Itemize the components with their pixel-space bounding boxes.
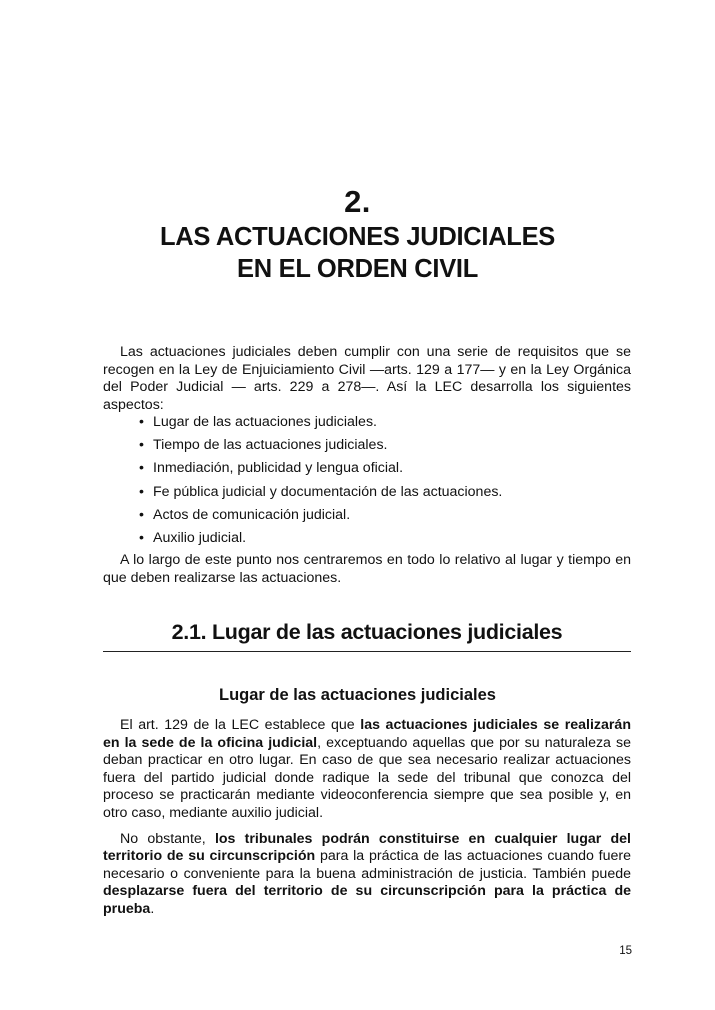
bullet-icon: •: [139, 460, 144, 477]
intro-text: Las actuaciones judiciales deben cumplir con una serie de requisitos que se recogen en la Ley de Enjuiciamiento Civil —arts. 129 a 177— y en la Ley Orgánica del Poder Judicial — arts. 229 a 278—. Así la LEC desarrolla los siguientes aspectos:: [103, 344, 631, 413]
paragraph-text: El art. 129 de la LEC establece que: [120, 717, 361, 733]
paragraph-text: , exceptuando aquellas que por su naturaleza se deban practicar en otro lugar. En caso de que sea necesario realizar actuaciones fuera del partido judicial donde radique la sede del tribunal que conozca del proceso se practicarán mediante videoconferencia siempre que sea posible y, en otro caso, mediante auxilio judicial.: [103, 734, 631, 821]
list-item: [139, 507, 502, 530]
list-item: [139, 484, 502, 507]
bullet-icon: •: [139, 437, 144, 454]
subsection-heading: Lugar de las actuaciones judiciales: [219, 686, 496, 704]
chapter-title: [100, 221, 615, 285]
bullet-icon: •: [139, 483, 144, 500]
paragraph-text: para la práctica de las actuaciones cuando fuere necesario o conveniente para la buena administración de justicia. También puede: [103, 848, 631, 882]
article-paragraph-1: [103, 717, 631, 823]
bullet-icon: •: [139, 529, 144, 546]
chapter-title-line-2: EN EL ORDEN CIVIL: [237, 255, 478, 283]
emphasis-text: las actuaciones judiciales se realizarán en la sede de la oficina judicial: [103, 717, 631, 751]
outro-paragraph: [103, 552, 631, 587]
chapter-title-line-1: LAS ACTUACIONES JUDICIALES: [159, 223, 556, 251]
list-item: [139, 437, 502, 460]
intro-paragraph: [103, 344, 631, 414]
section-body: [103, 717, 631, 919]
paragraph-text: .: [150, 900, 155, 917]
list-item: [139, 460, 502, 483]
aspects-list: [139, 414, 502, 553]
list-item-text: Tiempo de las actuaciones judiciales.: [153, 437, 388, 454]
list-item-text: Lugar de las actuaciones judiciales.: [153, 414, 377, 430]
list-item: [139, 530, 502, 553]
section-heading: 2.1. Lugar de las actuaciones judiciales: [171, 620, 563, 644]
section-divider: [103, 651, 631, 652]
chapter-number: 2.: [344, 184, 371, 219]
page-number: 15: [619, 945, 632, 957]
article-paragraph-2: [103, 831, 631, 919]
paragraph-text: No obstante,: [120, 830, 215, 847]
list-item-text: Fe pública judicial y documentación de las actuaciones.: [153, 483, 503, 500]
list-item-text: Auxilio judicial.: [153, 529, 247, 546]
outro-text: A lo largo de este punto nos centraremos en todo lo relativo al lugar y tiempo en que deben realizarse las actuaciones.: [103, 552, 631, 586]
list-item-text: Inmediación, publicidad y lengua oficial.: [153, 460, 404, 477]
bullet-icon: •: [139, 506, 144, 523]
list-item: [139, 414, 502, 437]
bullet-icon: •: [139, 414, 144, 430]
emphasis-text: desplazarse fuera del territorio de su circunscripción para la práctica de prueba: [103, 883, 631, 917]
emphasis-text: los tribunales podrán constituirse en cualquier lugar del territorio de su circunscripción: [103, 830, 631, 865]
list-item-text: Actos de comunicación judicial.: [153, 506, 351, 523]
